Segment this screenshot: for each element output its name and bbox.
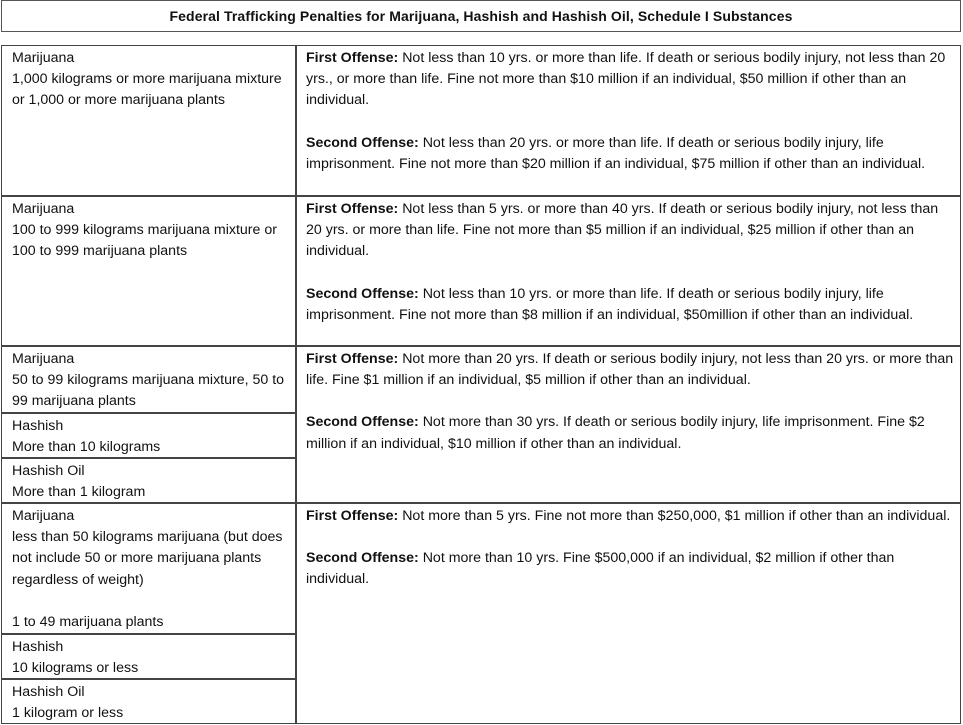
row-1-first-offense-text: Not less than 10 yrs. or more than life. If death or serious bodily injury, not less than 20 yrs., or more than life. Fine not more than $10 million if an individual, $50 million if other than an individual. <box>306 50 946 109</box>
row-2-substance-cell <box>1 196 296 346</box>
row-4-substance-extra: 1 to 49 marijuana plants <box>12 613 164 630</box>
row-4-substance-cell-hashish-oil <box>1 679 296 724</box>
row-1-second-offense-text: Not less than 20 yrs. or more than life. If death or serious bodily injury, life imprisonment. Fine not more than $20 million if an individual, $75 million if other than an individual. <box>306 134 926 172</box>
row-2-first-offense <box>306 199 954 263</box>
row-2-first-offense-text: Not less than 5 yrs. or more than 40 yrs. If death or serious bodily injury, not less than 20 yrs. or more than life. Fine not more than $5 million if an individual, $25 million if other than an individual. <box>306 201 939 260</box>
row-4-substance-cell-marijuana <box>1 503 296 634</box>
row-3-penalty-cell <box>296 346 961 503</box>
row-3-hashish-name: Hashish <box>12 418 64 434</box>
row-4-substance-amount: less than 50 kilograms marijuana (but does not include 50 or more marijuana plants regardless of weight) <box>12 529 283 588</box>
row-1-substance-cell <box>1 45 296 196</box>
row-3-hashish-oil-name: Hashish Oil <box>12 463 85 479</box>
row-3-first-offense <box>306 349 954 391</box>
row-1-penalty-cell <box>296 45 961 196</box>
second-offense-label: Second Offense: <box>306 550 419 567</box>
first-offense-label: First Offense: <box>306 201 399 217</box>
row-2-substance-name: Marijuana <box>12 201 75 217</box>
row-4-hashish-oil-name: Hashish Oil <box>12 684 85 700</box>
row-4-second-offense <box>306 548 954 590</box>
row-3-hashish-amount: More than 10 kilograms <box>12 439 161 456</box>
first-offense-label: First Offense: <box>306 351 399 367</box>
row-4-hashish-oil-amount: 1 kilogram or less <box>12 705 124 722</box>
row-3-second-offense-text: Not more than 30 yrs. If death or serious bodily injury, life imprisonment. Fine $2 million if an individual, $10 million if other than an individual. <box>306 414 925 452</box>
row-1-second-offense <box>306 133 954 175</box>
row-4-substance-name: Marijuana <box>12 508 75 524</box>
row-1-first-offense <box>306 48 954 112</box>
row-2-substance-amount: 100 to 999 kilograms marijuana mixture or 100 to 999 marijuana plants <box>12 222 277 260</box>
row-4-penalty-cell <box>296 503 961 724</box>
row-4-hashish-amount: 10 kilograms or less <box>12 660 139 677</box>
row-3-substance-cell-marijuana <box>1 346 296 413</box>
row-2-penalty-cell <box>296 196 961 346</box>
first-offense-label: First Offense: <box>306 50 399 66</box>
second-offense-label: Second Offense: <box>306 414 419 431</box>
row-3-first-offense-text: Not more than 20 yrs. If death or serious bodily injury, not less than 20 yrs. or more than life. Fine $1 million if an individual, $5 million if other than an individual. <box>306 351 954 389</box>
row-3-substance-name: Marijuana <box>12 351 75 367</box>
row-3-hashish-oil-amount: More than 1 kilogram <box>12 484 146 501</box>
row-1-substance-name: Marijuana <box>12 50 75 66</box>
second-offense-label: Second Offense: <box>306 134 419 151</box>
row-4-substance-cell-hashish <box>1 634 296 679</box>
row-4-first-offense <box>306 506 954 527</box>
row-3-substance-cell-hashish <box>1 413 296 458</box>
row-4-first-offense-text: Not more than 5 yrs. Fine not more than $250,000, $1 million if other than an individual. <box>402 508 951 524</box>
second-offense-label: Second Offense: <box>306 285 419 302</box>
row-2-second-offense-text: Not less than 10 yrs. or more than life. If death or serious bodily injury, life imprisonment. Fine not more than $8 million if an individual, $50million if other than an individual. <box>306 285 914 323</box>
row-3-substance-amount: 50 to 99 kilograms marijuana mixture, 50 to 99 marijuana plants <box>12 372 285 410</box>
row-4-hashish-name: Hashish <box>12 639 64 655</box>
penalties-table <box>1 45 961 724</box>
first-offense-label: First Offense: <box>306 508 399 524</box>
row-4-second-offense-text: Not more than 10 yrs. Fine $500,000 if an individual, $2 million if other than individual. <box>306 550 895 588</box>
row-3-substance-cell-hashish-oil <box>1 458 296 503</box>
row-2-second-offense <box>306 284 954 326</box>
row-1-substance-amount: 1,000 kilograms or more marijuana mixture or 1,000 or more marijuana plants <box>12 71 282 109</box>
table-title: Federal Trafficking Penalties for Marijuana, Hashish and Hashish Oil, Schedule I Substances <box>1 0 961 32</box>
row-3-second-offense <box>306 412 954 454</box>
